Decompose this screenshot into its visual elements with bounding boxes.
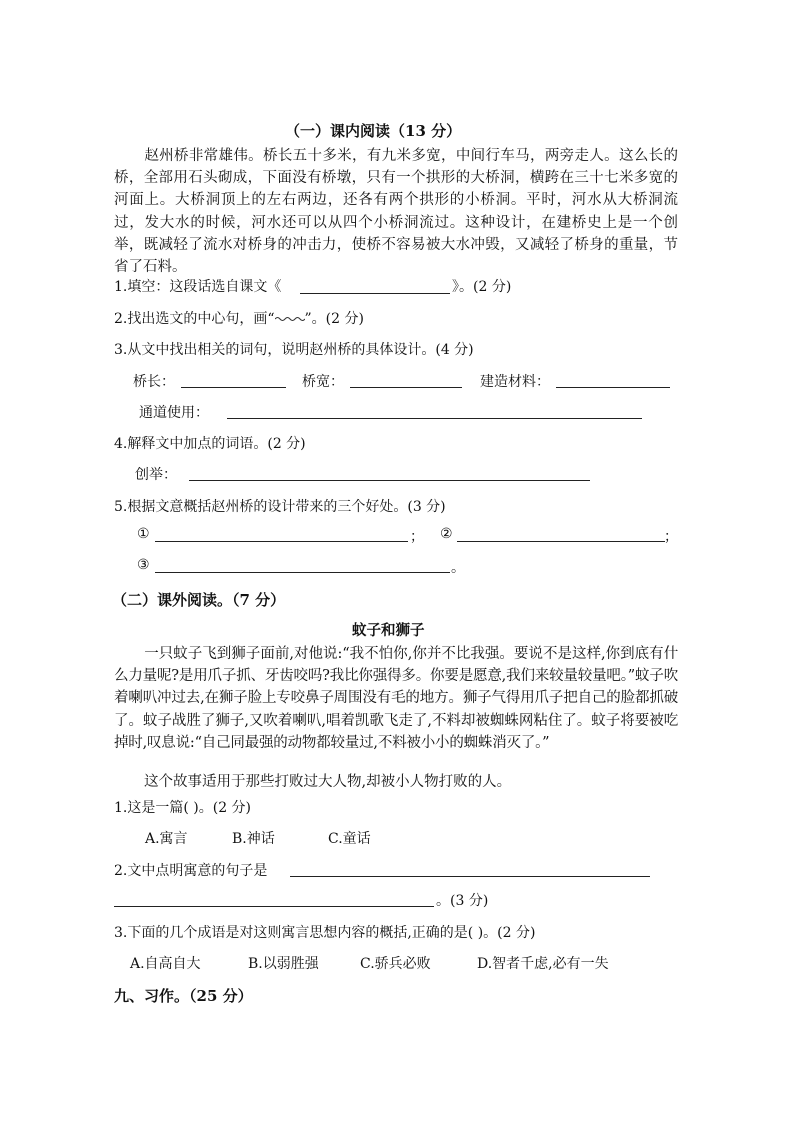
- section2-conclusion-text: 这个故事适用于那些打败过大人物,却被小人物打败的人。: [144, 774, 512, 790]
- section2-title: （二）课外阅读。（7 分）: [112, 591, 286, 609]
- s2-q3-option-b[interactable]: B.以弱胜强: [248, 956, 319, 972]
- section2-passage-conclusion: [114, 770, 511, 791]
- s2-q2-answer-line-1[interactable]: [290, 876, 650, 877]
- section1-title: （一）课内阅读（13 分）: [285, 122, 462, 140]
- s2-question-1: 1.这是一篇( )。(2 分): [114, 800, 252, 816]
- s1-q3-usage-label: 通道使用：: [139, 405, 209, 421]
- section1-passage: [114, 145, 678, 278]
- section1-passage-text: 赵州桥非常雄伟。桥长五十多米，有九米多宽，中间行车马，两旁走人。这么长的桥，全部用石头砌成，下面没有桥墩，只有一个拱形的大桥洞，横跨在三十七米多宽的河面上。大桥洞顶上的左右两边，还各有两个拱形的小桥洞。平时，河水从大桥洞流过，发大水的时候，河水还可以从四个小桥洞流过。这种设计，在建桥史上是一个创举，既减轻了流水对桥身的冲击力，使桥不容易被大水冲毁，又减轻了桥身的重量，节省了石料。: [114, 148, 678, 276]
- s1-q5-marker-3: ③: [137, 557, 150, 573]
- s1-q3-length-line[interactable]: [181, 387, 286, 388]
- s2-question-3: 3.下面的几个成语是对这则寓言思想内容的概括,正确的是( )。(2 分): [114, 925, 536, 941]
- s2-question-2-prefix: 2.文中点明寓意的句子是: [114, 863, 268, 879]
- wavy-underline-icon: [275, 316, 305, 322]
- s1-q2-suffix: ”。(2 分): [304, 311, 364, 327]
- s1-q3-usage-line[interactable]: [227, 418, 642, 419]
- s2-q1-option-c[interactable]: C.童话: [328, 831, 371, 847]
- s1-q2-prefix: 2.找出选文的中心句，画“: [114, 311, 275, 327]
- s1-q5-marker-2: ②: [440, 526, 453, 542]
- s1-q5-answer-line-1[interactable]: [155, 541, 408, 542]
- s1-q5-marker-1: ①: [137, 526, 150, 542]
- s2-question-2-suffix: 。(3 分): [436, 893, 489, 909]
- s1-q5-answer-line-3[interactable]: [155, 572, 450, 573]
- s1-question-1-suffix: 》。(2 分): [452, 279, 512, 295]
- s1-question-4: 4.解释文中加点的词语。(2 分): [114, 436, 306, 452]
- s1-question-3: 3.从文中找出相关的词句，说明赵州桥的具体设计。(4 分): [114, 342, 474, 358]
- s2-q2-answer-line-2[interactable]: [114, 906, 434, 907]
- s1-q3-material-line[interactable]: [556, 387, 670, 388]
- s2-q3-option-d[interactable]: D.智者千虑,必有一失: [477, 956, 609, 972]
- s1-question-1-prefix: 1.填空：这段话选自课文《: [114, 279, 282, 295]
- s1-q4-answer-line[interactable]: [189, 480, 590, 481]
- story-title: 蚊子和狮子: [352, 622, 425, 639]
- s1-q3-width-label: 桥宽：: [302, 374, 344, 390]
- s2-q1-option-a[interactable]: A.寓言: [145, 831, 188, 847]
- s1-q5-separator-1: ；: [410, 529, 424, 545]
- s1-q5-end: 。: [451, 560, 465, 576]
- s2-q3-option-c[interactable]: C.骄兵必败: [360, 956, 431, 972]
- s1-q3-width-line[interactable]: [350, 387, 462, 388]
- s1-q1-answer-line[interactable]: [300, 293, 450, 294]
- s1-q5-separator-2: ；: [664, 529, 678, 545]
- s1-q3-material-label: 建造材料：: [480, 374, 550, 390]
- s1-question-2: [114, 308, 364, 328]
- section9-title: 九、习作。（25 分）: [114, 987, 253, 1005]
- s1-q4-word-label: 创举：: [135, 467, 177, 483]
- s2-q1-option-b[interactable]: B.神话: [232, 831, 275, 847]
- s1-q3-length-label: 桥长：: [133, 374, 175, 390]
- s2-q3-option-a[interactable]: A.自高自大: [130, 956, 201, 972]
- s1-question-5: 5.根据文意概括赵州桥的设计带来的三个好处。(3 分): [114, 499, 446, 515]
- section2-passage: [114, 643, 678, 754]
- s1-q5-answer-line-2[interactable]: [457, 541, 665, 542]
- section2-passage-text: 一只蚊子飞到狮子面前,对他说:“我不怕你,你并不比我强。要说不是这样,你到底有什么力量呢?是用爪子抓、牙齿咬吗?我比你强得多。你要是愿意,我们来较量较量吧。”蚊子吹着喇叭冲过去,在狮子脸上专咬鼻子周围没有毛的地方。狮子气得用爪子把自己的脸都抓破了。蚊子战胜了狮子,又吹着喇叭,唱着凯歌飞走了,不料却被蜘蛛网粘住了。蚊子将要被吃掉时,叹息说:“自己同最强的动物都较量过,不料被小小的蜘蛛消灭了。”: [114, 646, 678, 751]
